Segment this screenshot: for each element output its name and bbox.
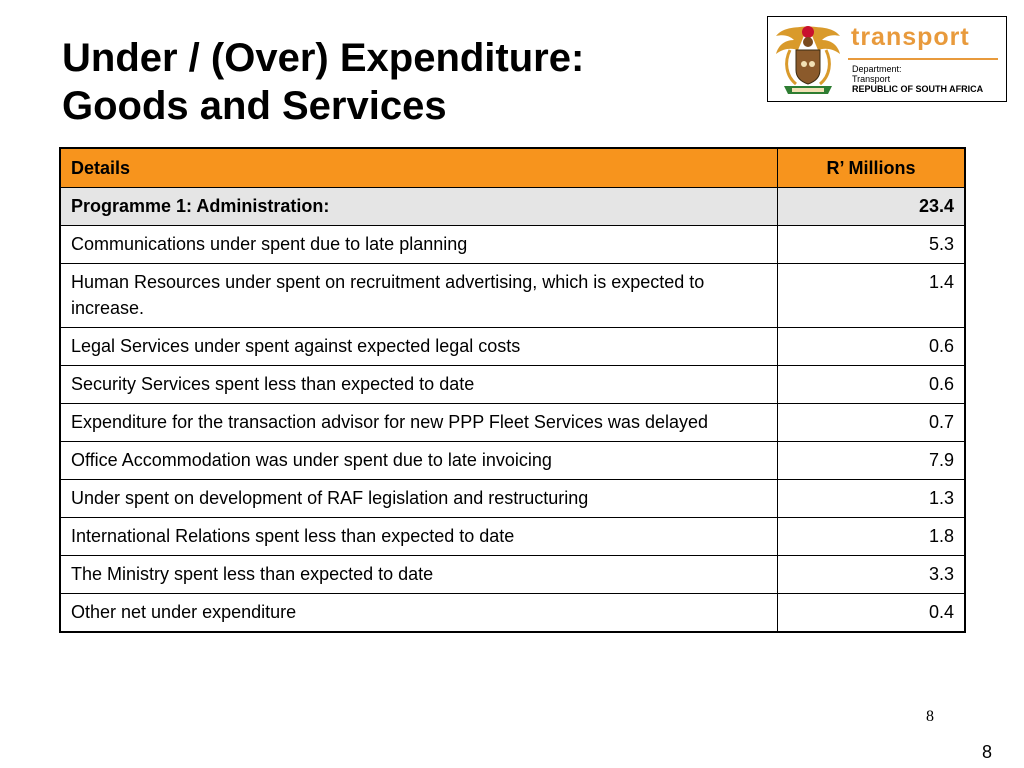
table-header-row: [60, 148, 965, 188]
row-details: Legal Services under spent against expected legal costs: [60, 328, 778, 366]
row-details: Office Accommodation was under spent due to late invoicing: [60, 442, 778, 480]
expenditure-table: [59, 147, 966, 633]
title-line-1: Under / (Over) Expenditure:: [62, 36, 585, 80]
coat-of-arms-icon: [770, 20, 846, 98]
table-row: [60, 366, 965, 404]
subhead-value: 23.4: [778, 188, 966, 226]
table-row: [60, 518, 965, 556]
row-details: The Ministry spent less than expected to date: [60, 556, 778, 594]
row-details: Under spent on development of RAF legislation and restructuring: [60, 480, 778, 518]
column-header-details: Details: [60, 148, 778, 188]
table-row: [60, 404, 965, 442]
slide-number-outer: 8: [982, 742, 993, 762]
row-value: 1.3: [778, 480, 966, 518]
dept-line-2: Transport: [852, 74, 891, 84]
dept-line-3: REPUBLIC OF SOUTH AFRICA: [852, 84, 984, 94]
row-details: International Relations spent less than expected to date: [60, 518, 778, 556]
logo-rule: [848, 58, 998, 60]
table-row: [60, 594, 965, 633]
page-title: [62, 34, 742, 130]
dept-line-1: Department:: [852, 64, 902, 74]
table-row: [60, 556, 965, 594]
row-value: 0.7: [778, 404, 966, 442]
row-details: Communications under spent due to late planning: [60, 226, 778, 264]
table-row: [60, 328, 965, 366]
department-logo: [767, 16, 1007, 102]
slide-number-inner: 8: [926, 708, 934, 725]
column-header-value: R’ Millions: [778, 148, 966, 188]
row-value: 5.3: [778, 226, 966, 264]
row-value: 0.6: [778, 366, 966, 404]
row-details: Security Services spent less than expected to date: [60, 366, 778, 404]
table-row: [60, 226, 965, 264]
title-line-2: Goods and Services: [62, 84, 447, 128]
row-value: 7.9: [778, 442, 966, 480]
row-details: Other net under expenditure: [60, 594, 778, 633]
row-value: 1.4: [778, 264, 966, 328]
row-value: 3.3: [778, 556, 966, 594]
row-value: 0.6: [778, 328, 966, 366]
table-row: [60, 442, 965, 480]
programme-subhead-row: [60, 188, 965, 226]
row-value: 1.8: [778, 518, 966, 556]
logo-department-text: [852, 64, 983, 94]
row-value: 0.4: [778, 594, 966, 633]
table-row: [60, 480, 965, 518]
logo-wordmark: transport: [851, 23, 970, 51]
row-details: Human Resources under spent on recruitment advertising, which is expected to increase.: [60, 264, 778, 328]
subhead-details: Programme 1: Administration:: [60, 188, 778, 226]
table-row: [60, 264, 965, 328]
row-details: Expenditure for the transaction advisor for new PPP Fleet Services was delayed: [60, 404, 778, 442]
